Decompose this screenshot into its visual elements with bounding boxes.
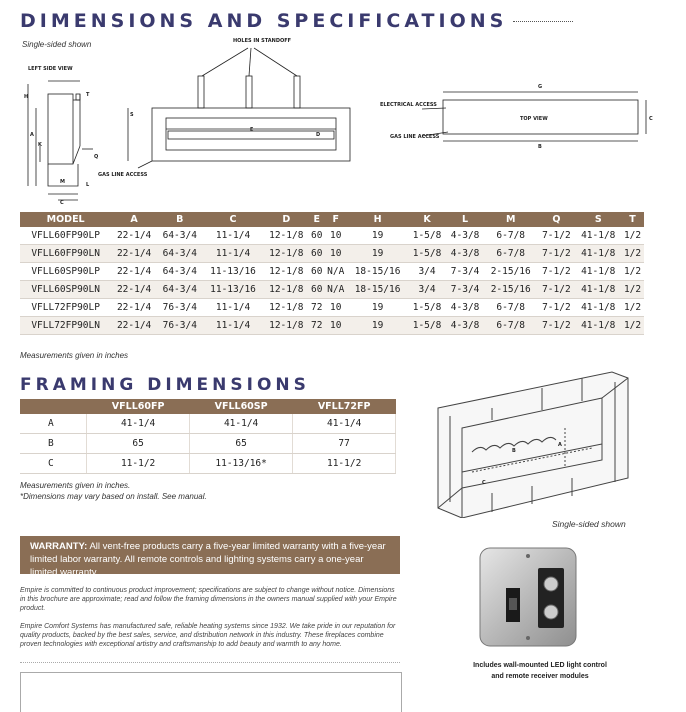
spec-row [20, 317, 644, 335]
svg-text:A: A [558, 442, 562, 448]
spec-cell: 60 [309, 245, 324, 263]
spec-cell: 12-1/8 [263, 299, 309, 317]
spec-cell: 12-1/8 [263, 245, 309, 263]
svg-text:C: C [649, 116, 653, 122]
spec-cell: 19 [347, 317, 408, 335]
spec-cell: 1-5/8 [408, 227, 446, 245]
electrical-access-label: ELECTRICAL ACCESS [380, 102, 437, 108]
spec-row [20, 227, 644, 245]
fireplace-dimension-drawings [18, 36, 668, 206]
company-paragraph: Empire Comfort Systems has manufactured safe, reliable heating systems since 1932. We take pride in our reputation for quality products, backed by the best sales, service, and distribution network in this industry. These fireplaces combine proven technologies with exceptional artistry and craftsmanship to add beauty and warmth to any home. [20, 623, 396, 648]
spec-cell: 7-1/2 [537, 281, 575, 299]
spec-header: MODEL [20, 212, 111, 227]
framing-row [20, 454, 396, 474]
svg-text:A: A [30, 132, 34, 138]
framing-title: FRAMING DIMENSIONS [20, 375, 310, 395]
framing-header [20, 399, 87, 414]
spec-cell: 19 [347, 299, 408, 317]
diagram-subtitle: Single-sided shown [22, 40, 92, 49]
svg-text:B: B [512, 448, 516, 454]
spec-model-cell: VFLL72FP90LN [20, 317, 111, 335]
svg-text:Q: Q [94, 154, 99, 160]
spec-header: M [484, 212, 537, 227]
left-side-view-label: LEFT SIDE VIEW [28, 66, 73, 72]
spec-cell: 18-15/16 [347, 281, 408, 299]
spec-cell: 7-1/2 [537, 299, 575, 317]
spec-cell: 64-3/4 [157, 281, 203, 299]
spec-cell: 3/4 [408, 263, 446, 281]
spec-cell: 41-1/8 [575, 281, 621, 299]
spec-cell: 7-3/4 [446, 281, 484, 299]
framing-cell: 11-13/16* [189, 454, 292, 474]
spec-row [20, 299, 644, 317]
spec-cell: 19 [347, 245, 408, 263]
spec-cell: 6-7/8 [484, 317, 537, 335]
spec-cell: 22-1/4 [111, 263, 157, 281]
spec-cell: 7-1/2 [537, 263, 575, 281]
spec-cell: 11-13/16 [203, 281, 264, 299]
spec-cell: 1-5/8 [408, 317, 446, 335]
spec-cell: 64-3/4 [157, 263, 203, 281]
holes-standoff-label: HOLES IN STANDOFF [233, 38, 292, 44]
framing-row [20, 414, 396, 434]
svg-text:C: C [60, 200, 64, 206]
spec-cell: 1/2 [621, 281, 644, 299]
spec-cell: 6-7/8 [484, 227, 537, 245]
warranty-box [20, 536, 400, 578]
spec-header: H [347, 212, 408, 227]
spec-cell: 22-1/4 [111, 317, 157, 335]
svg-text:S: S [130, 112, 134, 118]
framing-notes [20, 480, 207, 502]
spec-cell: 10 [324, 299, 347, 317]
spec-model-cell: VFLL60SP90LN [20, 281, 111, 299]
spec-cell: 12-1/8 [263, 281, 309, 299]
spec-row [20, 263, 644, 281]
framing-cell: 11-1/2 [87, 454, 190, 474]
gas-line-access-label: GAS LINE ACCESS [390, 134, 440, 140]
svg-text:K: K [38, 142, 42, 148]
spec-cell: 41-1/8 [575, 299, 621, 317]
spec-header: D [263, 212, 309, 227]
spec-header: A [111, 212, 157, 227]
spec-cell: 64-3/4 [157, 227, 203, 245]
spec-cell: 72 [309, 317, 324, 335]
spec-cell: 11-1/4 [203, 317, 264, 335]
control-caption-line-1: Includes wall-mounted LED light control [473, 662, 607, 669]
spec-model-cell: VFLL60FP90LP [20, 227, 111, 245]
svg-text:M: M [60, 179, 65, 185]
spec-cell: 1/2 [621, 227, 644, 245]
spec-cell: 22-1/4 [111, 227, 157, 245]
spec-cell: 4-3/8 [446, 245, 484, 263]
framing-illustration [432, 368, 632, 518]
spec-cell: 4-3/8 [446, 227, 484, 245]
framing-note-2: *Dimensions may vary based on install. See manual. [20, 492, 207, 501]
gas-line-access-left-label: GAS LINE ACCESS [98, 172, 148, 178]
spec-cell: 7-1/2 [537, 245, 575, 263]
spec-cell: 60 [309, 227, 324, 245]
spec-header: Q [537, 212, 575, 227]
spec-cell: 10 [324, 245, 347, 263]
spec-cell: 7-3/4 [446, 263, 484, 281]
spec-cell: 7-1/2 [537, 227, 575, 245]
framing-cell: 41-1/4 [87, 414, 190, 434]
spec-header: K [408, 212, 446, 227]
spec-cell: 10 [324, 317, 347, 335]
framing-header: VFLL60FP [87, 399, 190, 414]
spec-cell: 41-1/8 [575, 245, 621, 263]
spec-cell: 18-15/16 [347, 263, 408, 281]
spec-cell: 19 [347, 227, 408, 245]
spec-cell: N/A [324, 281, 347, 299]
spec-cell: 60 [309, 263, 324, 281]
specifications-table [20, 212, 644, 335]
spec-cell: 1-5/8 [408, 299, 446, 317]
spec-cell: 1/2 [621, 263, 644, 281]
spec-cell: 4-3/8 [446, 317, 484, 335]
spec-note: Measurements given in inches [20, 351, 129, 360]
framing-table [20, 399, 396, 474]
svg-text:D: D [316, 132, 321, 138]
spec-cell: 1/2 [621, 299, 644, 317]
spec-cell: 60 [309, 281, 324, 299]
spec-cell: 12-1/8 [263, 317, 309, 335]
spec-cell: 41-1/8 [575, 227, 621, 245]
spec-model-cell: VFLL72FP90LP [20, 299, 111, 317]
spec-row [20, 281, 644, 299]
bottom-box [20, 672, 402, 712]
spec-cell: 11-1/4 [203, 245, 264, 263]
spec-header: T [621, 212, 644, 227]
framing-cell: 65 [87, 434, 190, 454]
framing-row [20, 434, 396, 454]
page-title: DIMENSIONS AND SPECIFICATIONS [20, 10, 573, 32]
spec-header: B [157, 212, 203, 227]
spec-header: L [446, 212, 484, 227]
svg-text:G: G [538, 84, 543, 90]
improvement-paragraph: Empire is committed to continuous product improvement; specifications are subject to change without notice. Dimensions in this brochure are approximate; read and follow the framing dimensions in the owners manual supplied with your Empire product. [20, 587, 397, 612]
framing-cell: 11-1/2 [293, 454, 396, 474]
spec-cell: 22-1/4 [111, 281, 157, 299]
framing-caption: Single-sided shown [552, 519, 626, 529]
framing-note-1: Measurements given in inches. [20, 481, 131, 490]
spec-cell: 41-1/8 [575, 317, 621, 335]
spec-cell: 4-3/8 [446, 299, 484, 317]
spec-cell: 7-1/2 [537, 317, 575, 335]
spec-cell: 12-1/8 [263, 263, 309, 281]
spec-model-cell: VFLL60SP90LP [20, 263, 111, 281]
spec-row [20, 245, 644, 263]
divider [20, 662, 400, 663]
spec-cell: 6-7/8 [484, 299, 537, 317]
svg-text:B: B [538, 144, 542, 150]
spec-cell: 22-1/4 [111, 299, 157, 317]
svg-text:L: L [86, 182, 90, 188]
spec-cell: 3/4 [408, 281, 446, 299]
spec-cell: 22-1/4 [111, 245, 157, 263]
spec-model-cell: VFLL60FP90LN [20, 245, 111, 263]
control-caption [470, 660, 610, 682]
spec-header: E [309, 212, 324, 227]
spec-cell: 72 [309, 299, 324, 317]
spec-cell: 11-1/4 [203, 299, 264, 317]
spec-cell: 41-1/8 [575, 263, 621, 281]
svg-text:C: C [482, 480, 486, 486]
spec-header-row [20, 212, 644, 227]
spec-cell: 64-3/4 [157, 245, 203, 263]
spec-cell: 11-1/4 [203, 227, 264, 245]
framing-header: VFLL60SP [189, 399, 292, 414]
svg-text:H: H [24, 94, 29, 100]
framing-cell: 41-1/4 [293, 414, 396, 434]
spec-cell: 76-3/4 [157, 317, 203, 335]
spec-cell: 2-15/16 [484, 281, 537, 299]
spec-cell: 10 [324, 227, 347, 245]
framing-cell: 77 [293, 434, 396, 454]
spec-cell: 1-5/8 [408, 245, 446, 263]
spec-header: S [575, 212, 621, 227]
warranty-label: WARRANTY: [30, 541, 88, 552]
framing-dimension-label: C [20, 454, 87, 474]
svg-text:T: T [86, 92, 90, 98]
spec-cell: 76-3/4 [157, 299, 203, 317]
svg-text:E: E [250, 127, 254, 133]
spec-cell: N/A [324, 263, 347, 281]
spec-cell: 11-13/16 [203, 263, 264, 281]
spec-header: F [324, 212, 347, 227]
control-caption-line-2: and remote receiver modules [491, 673, 589, 680]
framing-dimension-label: B [20, 434, 87, 454]
framing-header-row [20, 399, 396, 414]
framing-cell: 65 [189, 434, 292, 454]
top-view-label: TOP VIEW [520, 116, 548, 122]
wall-control-image [478, 546, 578, 648]
framing-header: VFLL72FP [293, 399, 396, 414]
spec-cell: 2-15/16 [484, 263, 537, 281]
framing-dimension-label: A [20, 414, 87, 434]
spec-cell: 6-7/8 [484, 245, 537, 263]
spec-cell: 1/2 [621, 245, 644, 263]
spec-cell: 12-1/8 [263, 227, 309, 245]
spec-cell: 1/2 [621, 317, 644, 335]
spec-header: C [203, 212, 264, 227]
warranty-text: All vent-free products carry a five-year limited warranty with a five-year limited labor warranty. All remote controls and lighting systems carry a one-year limited warranty. [30, 541, 386, 578]
framing-cell: 41-1/4 [189, 414, 292, 434]
